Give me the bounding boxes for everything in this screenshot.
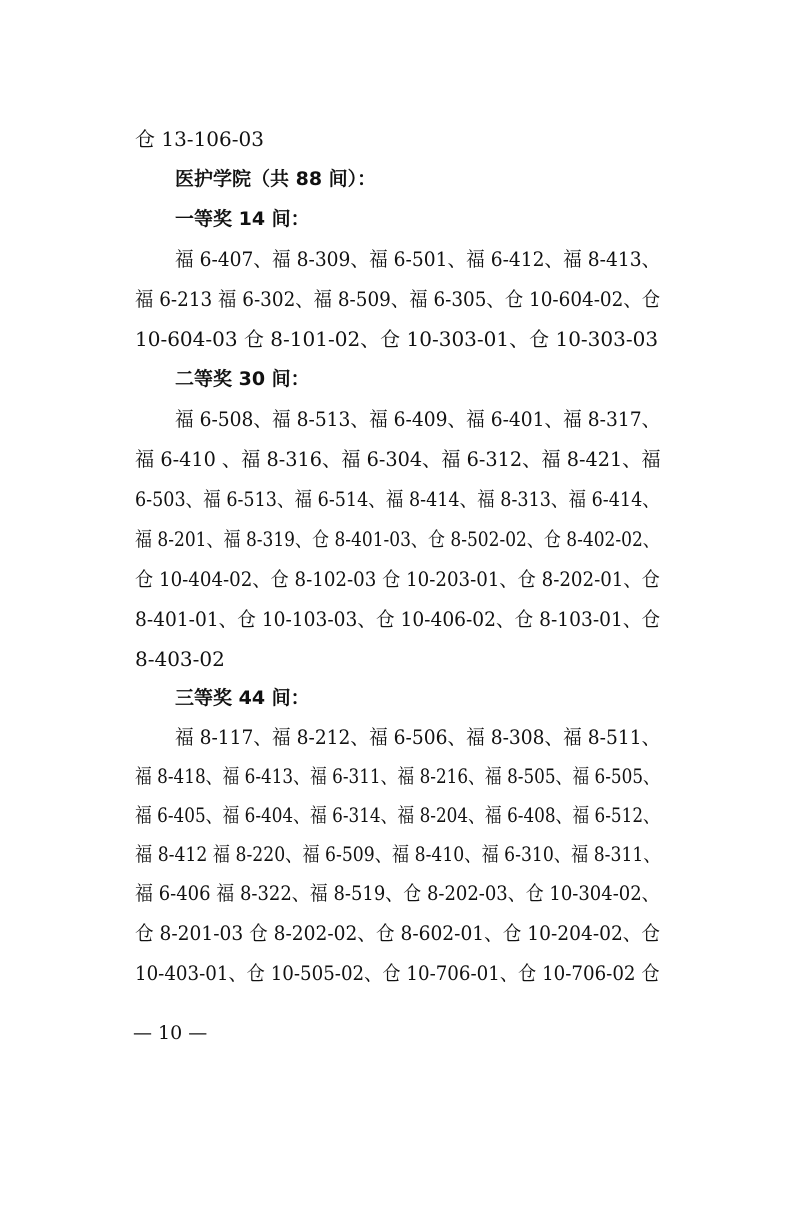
text-line: 福 6-406 福 8-322、福 8-519、仓 8-202-03、仓 10-304-02、 — [135, 881, 660, 905]
award-heading: 一等奖 14 间： — [175, 208, 310, 230]
text-line: 10-604-03 仓 8-101-02、仓 10-303-01、仓 10-303-03 — [135, 327, 659, 351]
page-number: — 10 — — [133, 1022, 208, 1044]
text-line: 福 6-405、福 6-404、福 6-314、福 8-204、福 6-408、福 6-512、 — [135, 803, 660, 827]
text-line: 福 6-508、福 8-513、福 6-409、福 6-401、福 8-317、 — [175, 407, 661, 431]
text-line: 福 6-410 、福 8-316、福 6-304、福 6-312、福 8-421、福 — [135, 447, 661, 471]
text-line: 福 8-412 福 8-220、福 6-509、福 8-410、福 6-310、福 8-311、 — [135, 842, 661, 866]
text-line: 仓 13-106-03 — [135, 127, 264, 151]
section-heading: 医护学院（共 88 间）： — [175, 168, 377, 190]
text-line: 福 6-407、福 8-309、福 6-501、福 6-412、福 8-413、 — [175, 247, 661, 271]
award-heading: 三等奖 44 间： — [175, 687, 310, 709]
text-line: 福 8-201、福 8-319、仓 8-401-03、仓 8-502-02、仓 8-402-02、 — [135, 527, 660, 551]
text-line: 福 8-418、福 6-413、福 6-311、福 8-216、福 8-505、福 6-505、 — [135, 764, 660, 788]
text-line: 8-403-02 — [135, 647, 225, 671]
text-line: 6-503、福 6-513、福 6-514、福 8-414、福 8-313、福 6-414、 — [135, 487, 660, 511]
text-line: 8-401-01、仓 10-103-03、仓 10-406-02、仓 8-103-01、仓 — [135, 607, 661, 631]
text-line: 福 6-213 福 6-302、福 8-509、福 6-305、仓 10-604-02、仓 — [135, 287, 661, 311]
text-line: 仓 8-201-03 仓 8-202-02、仓 8-602-01、仓 10-204-02、仓 — [135, 921, 661, 945]
text-line: 仓 10-404-02、仓 8-102-03 仓 10-203-01、仓 8-202-01、仓 — [135, 567, 660, 591]
award-heading: 二等奖 30 间： — [175, 368, 310, 390]
text-line: 福 8-117、福 8-212、福 6-506、福 8-308、福 8-511、 — [175, 725, 661, 749]
text-line: 10-403-01、仓 10-505-02、仓 10-706-01、仓 10-706-02 仓 — [135, 961, 660, 985]
